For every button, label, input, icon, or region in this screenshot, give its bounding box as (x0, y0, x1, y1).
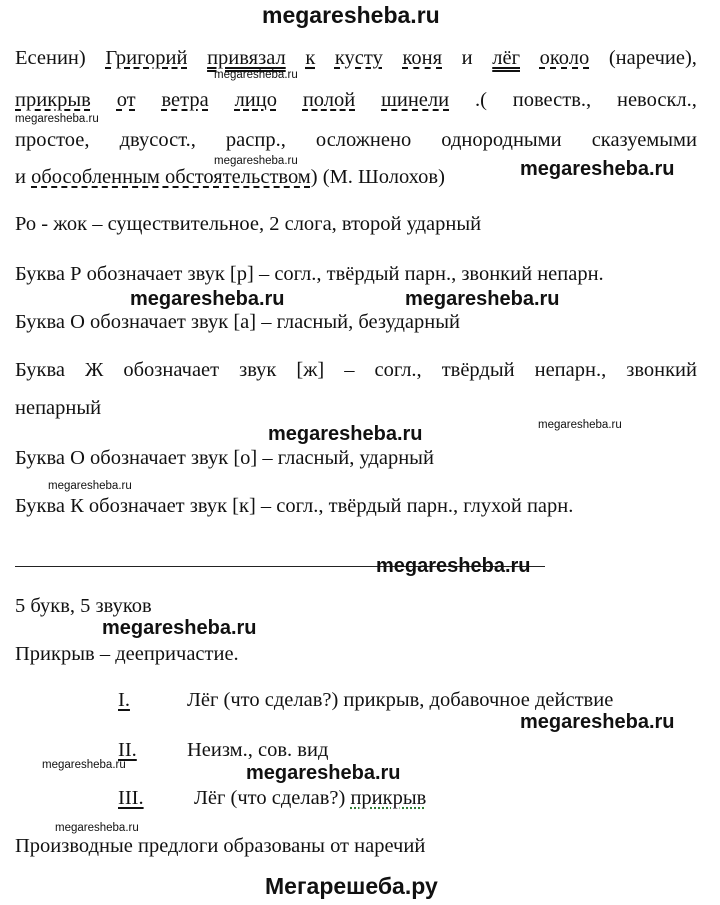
watermark-small: megaresheba.ru (214, 155, 298, 167)
predicate-word: лёг (492, 47, 520, 69)
word: звонкий (626, 359, 697, 381)
item-number: III. (118, 787, 144, 809)
item-text: Неизм., сов. вид (187, 739, 329, 761)
phonetic-line: Буква К обозначает звук [к] – согл., твёрдый парн., глухой парн. (15, 495, 574, 517)
phonetic-line (15, 358, 697, 382)
predicate-word: привязал (207, 47, 286, 69)
word: обозначает (123, 359, 220, 381)
parse-line-2 (15, 88, 697, 112)
object-word: коня (402, 47, 443, 69)
watermark-bold: megaresheba.ru (520, 711, 675, 733)
watermark-small: megaresheba.ru (538, 419, 622, 431)
parse-line-3: простое, двусост., распр., осложнено однородными сказуемыми (15, 129, 697, 151)
item-text: Лёг (что сделав?) прикрыв, добавочное действие (187, 689, 614, 711)
object-word: кусту (334, 47, 383, 69)
phonetic-word: Ро - жок – существительное, 2 слога, второй ударный (15, 213, 482, 235)
watermark-bold: megaresheba.ru (246, 762, 401, 784)
watermark-bold: megaresheba.ru (268, 423, 423, 445)
word: Буква (15, 359, 65, 381)
word: невоскл., (616, 89, 697, 111)
word: Ж (84, 359, 104, 381)
item-text (194, 786, 426, 810)
parse-line-1 (15, 46, 697, 70)
watermark-small: megaresheba.ru (214, 69, 298, 81)
adverbial-word: прикрыв (15, 89, 91, 111)
watermark-bold: megaresheba.ru (130, 288, 285, 310)
watermark-bold: megaresheba.ru (405, 288, 560, 310)
parse-line-4 (15, 165, 445, 189)
watermark-bold: megaresheba.ru (376, 555, 531, 577)
adverbial-word: около (539, 47, 590, 69)
footer-watermark: Мегарешеба.ру (265, 873, 438, 899)
header-watermark: megaresheba.ru (262, 2, 440, 28)
word: повеств., (512, 89, 592, 111)
adverbial-word: ветра (161, 89, 209, 111)
item-number: I. (118, 689, 130, 711)
word: звук (239, 359, 277, 381)
word: и (461, 47, 473, 69)
word: согл., (374, 359, 422, 381)
item-number: II. (118, 739, 137, 761)
adverbial-phrase: обособленным обстоятельством (31, 166, 311, 188)
adverbial-word: шинели (381, 89, 450, 111)
watermark-bold: megaresheba.ru (520, 158, 675, 180)
watermark-small: megaresheba.ru (42, 759, 126, 771)
source: ) (М. Шолохов) (310, 166, 445, 188)
adverbial-word: от (116, 89, 136, 111)
phonetic-line: Буква О обозначает звук [а] – гласный, безударный (15, 311, 460, 333)
note-line: Производные предлоги образованы от наречий (15, 835, 426, 857)
adverbial-word: полой (302, 89, 356, 111)
item-text-word: прикрыв (350, 787, 427, 809)
word: – (344, 359, 355, 381)
object-word: к (305, 47, 316, 69)
phonetic-line: Буква Р обозначает звук [р] – согл., твёрдый парн., звонкий непарн. (15, 263, 604, 285)
phonetic-line: Буква О обозначает звук [о] – гласный, ударный (15, 447, 434, 469)
letters-sounds-count: 5 букв, 5 звуков (15, 595, 152, 617)
adverbial-word: лицо (234, 89, 277, 111)
word: и (15, 166, 26, 188)
word: твёрдый (441, 359, 515, 381)
watermark-small: megaresheba.ru (55, 822, 139, 834)
word: непарн., (534, 359, 607, 381)
watermark-small: megaresheba.ru (15, 113, 99, 125)
word: .( (474, 89, 487, 111)
item-text-main: Лёг (что сделав?) (194, 787, 346, 809)
word: [ж] (296, 359, 325, 381)
phonetic-line-cont: непарный (15, 397, 102, 419)
watermark-small: megaresheba.ru (48, 480, 132, 492)
morph-title: Прикрыв – деепричастие. (15, 643, 239, 665)
watermark-bold: megaresheba.ru (102, 617, 257, 639)
word: Есенин) (15, 47, 86, 69)
subject-word: Григорий (105, 47, 188, 69)
word: (наречие), (608, 47, 697, 69)
